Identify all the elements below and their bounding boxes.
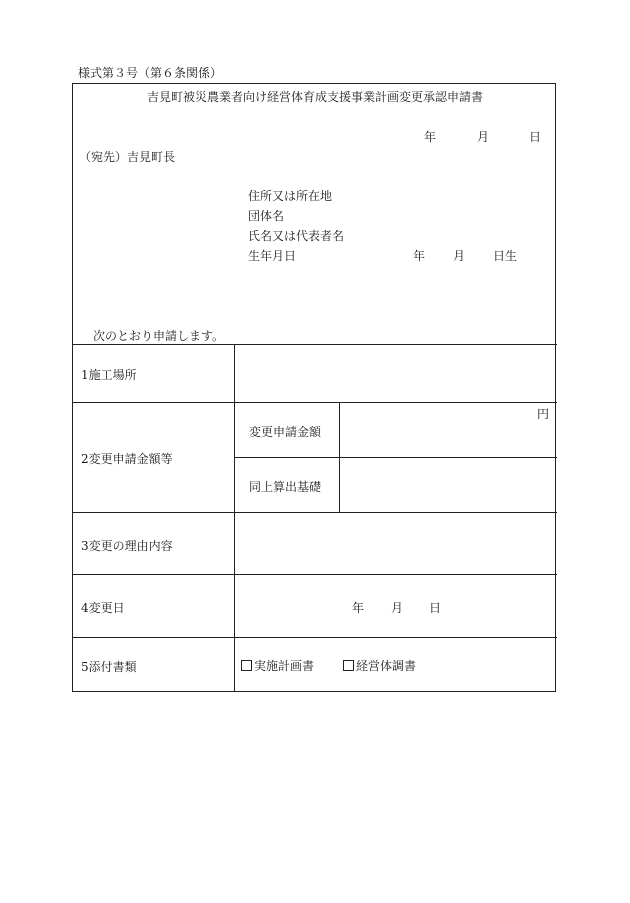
change-date-year: 年 <box>352 601 365 615</box>
attachment-label: 経営体調書 <box>356 659 417 673</box>
change-date-day: 日 <box>429 601 442 615</box>
amount-section-label: 2変更申請金額等 <box>81 452 173 466</box>
calculation-basis-field[interactable] <box>340 458 556 511</box>
site-label: 1施工場所 <box>81 368 137 382</box>
form-number: 様式第３号（第６条関係） <box>78 66 223 80</box>
yen-unit: 円 <box>537 407 550 421</box>
divider <box>73 574 557 575</box>
attachments-label: 5添付書類 <box>81 660 137 674</box>
change-amount-label: 変更申請金額 <box>249 425 322 439</box>
date-day: 日 <box>529 130 542 144</box>
checkbox-icon[interactable] <box>241 660 252 671</box>
birth-year: 年 <box>413 249 426 263</box>
birth-day: 日生 <box>493 249 518 263</box>
birth-date-label: 生年月日 <box>248 249 297 263</box>
change-date-month: 月 <box>391 601 404 615</box>
intro-text: 次のとおり申請します。 <box>93 329 225 343</box>
attachment-implementation-plan[interactable] <box>241 657 314 674</box>
change-amount-field[interactable] <box>340 403 556 456</box>
calculation-basis-label: 同上算出基礎 <box>249 480 322 494</box>
form-title: 吉見町被災農業者向け経営体育成支援事業計画変更承認申請書 <box>146 90 483 104</box>
representative-name-label: 氏名又は代表者名 <box>248 229 345 243</box>
date-month: 月 <box>477 130 490 144</box>
date-year: 年 <box>424 130 437 144</box>
address-label: 住所又は所在地 <box>248 189 333 203</box>
divider <box>73 637 557 638</box>
addressee: （宛先）吉見町長 <box>79 150 176 164</box>
change-reason-field[interactable] <box>235 513 556 573</box>
birth-month: 月 <box>453 249 466 263</box>
change-reason-label: 3変更の理由内容 <box>81 539 173 553</box>
application-form <box>72 83 556 692</box>
change-date-label: 4変更日 <box>81 601 125 615</box>
site-field[interactable] <box>235 345 556 401</box>
attachment-label: 実施計画書 <box>254 659 315 673</box>
attachment-management-report[interactable] <box>343 657 416 674</box>
checkbox-icon[interactable] <box>343 660 354 671</box>
group-name-label: 団体名 <box>248 209 285 223</box>
